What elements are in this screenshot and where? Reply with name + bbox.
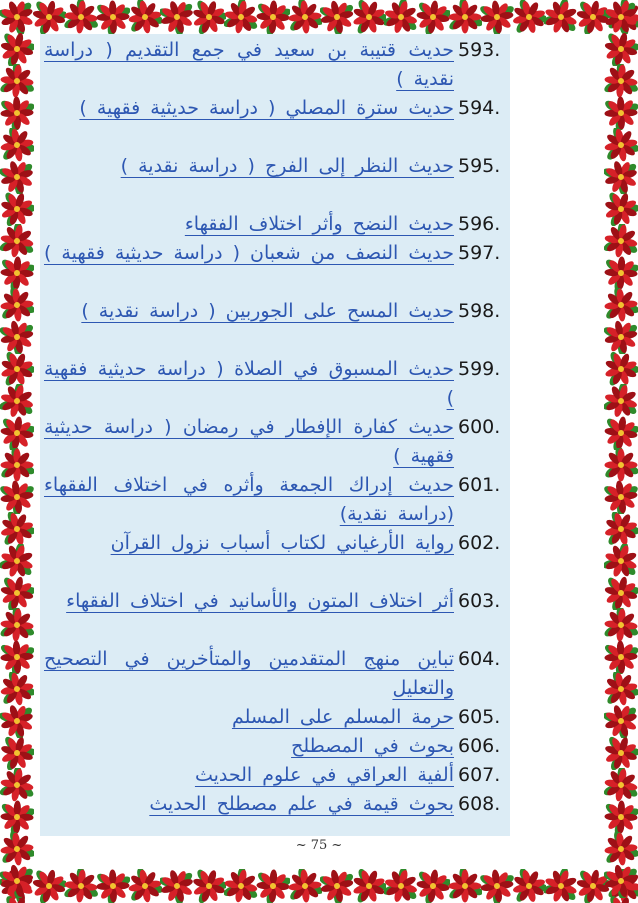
list-item[interactable] xyxy=(44,587,514,645)
item-number: 598. xyxy=(458,300,501,322)
poinsettia-icon xyxy=(0,128,34,162)
border-flower xyxy=(96,869,130,903)
border-flower xyxy=(604,416,638,450)
poinsettia-icon xyxy=(604,224,638,258)
border-flower xyxy=(256,869,290,903)
border-flower xyxy=(384,0,418,34)
border-flower xyxy=(192,869,226,903)
item-number: 605. xyxy=(458,706,501,728)
border-flower xyxy=(0,448,34,482)
border-flower xyxy=(0,128,34,162)
poinsettia-icon xyxy=(384,869,418,903)
border-flower xyxy=(604,128,638,162)
poinsettia-icon xyxy=(128,869,162,903)
border-flower xyxy=(544,0,578,34)
poinsettia-icon xyxy=(0,0,34,34)
list-item[interactable] xyxy=(44,152,514,210)
poinsettia-icon xyxy=(0,736,34,770)
border-flower xyxy=(352,0,386,34)
poinsettia-icon xyxy=(544,869,578,903)
border-flower xyxy=(64,869,98,903)
border-flower xyxy=(604,352,638,386)
poinsettia-icon xyxy=(192,0,226,34)
border-flower xyxy=(320,0,354,34)
poinsettia-icon xyxy=(604,544,638,578)
poinsettia-icon xyxy=(0,32,34,66)
poinsettia-icon xyxy=(0,480,34,514)
list-item[interactable] xyxy=(44,529,514,587)
poinsettia-icon xyxy=(96,869,130,903)
list-item[interactable] xyxy=(44,355,514,413)
border-flower xyxy=(604,896,638,903)
poinsettia-icon xyxy=(604,352,638,386)
border-flower xyxy=(604,800,638,834)
item-number: 599. xyxy=(458,358,501,380)
border-flower xyxy=(0,704,34,738)
border-flower xyxy=(604,192,638,226)
poinsettia-icon xyxy=(416,869,450,903)
border-flower xyxy=(604,224,638,258)
poinsettia-icon xyxy=(352,0,386,34)
item-number: 596. xyxy=(458,213,501,235)
border-flower xyxy=(288,0,322,34)
poinsettia-icon xyxy=(604,736,638,770)
list-item[interactable] xyxy=(44,36,514,94)
page-number: ~ 75 ~ xyxy=(295,838,343,853)
poinsettia-icon xyxy=(604,448,638,482)
border-flower xyxy=(224,0,258,34)
border-flower xyxy=(604,544,638,578)
border-flower xyxy=(604,32,638,66)
list-item[interactable] xyxy=(44,297,514,355)
border-top xyxy=(0,0,638,34)
poinsettia-icon xyxy=(604,64,638,98)
poinsettia-icon xyxy=(64,869,98,903)
poinsettia-icon xyxy=(160,0,194,34)
poinsettia-icon xyxy=(0,160,34,194)
border-flower xyxy=(448,869,482,903)
poinsettia-icon xyxy=(32,869,66,903)
poinsettia-icon xyxy=(320,0,354,34)
poinsettia-icon xyxy=(604,32,638,66)
border-flower xyxy=(0,352,34,386)
poinsettia-icon xyxy=(604,512,638,546)
poinsettia-icon xyxy=(0,96,34,130)
poinsettia-icon xyxy=(604,480,638,514)
poinsettia-icon xyxy=(0,320,34,354)
poinsettia-icon xyxy=(0,576,34,610)
poinsettia-icon xyxy=(448,869,482,903)
border-flower xyxy=(160,0,194,34)
poinsettia-icon xyxy=(604,576,638,610)
item-number: 607. xyxy=(458,764,501,786)
border-flower xyxy=(604,288,638,322)
poinsettia-icon xyxy=(604,128,638,162)
border-flower xyxy=(320,869,354,903)
poinsettia-icon xyxy=(604,384,638,418)
poinsettia-icon xyxy=(0,896,34,903)
poinsettia-icon xyxy=(0,864,34,898)
border-flower xyxy=(0,800,34,834)
poinsettia-icon xyxy=(0,448,34,482)
poinsettia-icon xyxy=(604,704,638,738)
border-flower xyxy=(288,869,322,903)
border-flower xyxy=(0,416,34,450)
poinsettia-icon xyxy=(0,608,34,642)
border-flower xyxy=(604,768,638,802)
item-title-link[interactable]: حديث إدراك الجمعة وأثره في اختلاف الفقهاء (دراسة نقدية) xyxy=(44,474,454,525)
border-flower xyxy=(0,608,34,642)
border-flower xyxy=(0,288,34,322)
border-flower xyxy=(0,672,34,706)
item-number: 608. xyxy=(458,793,501,815)
poinsettia-icon xyxy=(64,0,98,34)
poinsettia-icon xyxy=(604,416,638,450)
border-flower xyxy=(480,0,514,34)
poinsettia-icon xyxy=(604,672,638,706)
border-flower xyxy=(0,192,34,226)
poinsettia-icon xyxy=(224,869,258,903)
border-flower xyxy=(32,0,66,34)
border-left xyxy=(0,0,34,903)
border-flower xyxy=(0,896,34,903)
item-title-link[interactable]: ألفية العراقي في علوم الحديث xyxy=(194,764,454,786)
border-flower xyxy=(160,869,194,903)
border-flower xyxy=(604,864,638,898)
poinsettia-icon xyxy=(0,64,34,98)
border-flower xyxy=(604,672,638,706)
border-flower xyxy=(0,32,34,66)
item-title-link[interactable]: حديث كفارة الإفطار في رمضان ( دراسة حديثية فقهية ) xyxy=(44,416,454,467)
book-list xyxy=(44,36,514,819)
border-flower xyxy=(448,0,482,34)
poinsettia-icon xyxy=(0,352,34,386)
poinsettia-icon xyxy=(0,512,34,546)
poinsettia-icon xyxy=(352,869,386,903)
list-item[interactable] xyxy=(44,413,514,471)
poinsettia-icon xyxy=(384,0,418,34)
poinsettia-icon xyxy=(0,192,34,226)
border-flower xyxy=(604,384,638,418)
border-flower xyxy=(480,869,514,903)
item-number: 601. xyxy=(458,474,501,496)
item-title-link[interactable]: رواية الأرغياني لكتاب أسباب نزول القرآن xyxy=(110,532,454,554)
border-flower xyxy=(604,256,638,290)
border-flower xyxy=(0,64,34,98)
poinsettia-icon xyxy=(604,896,638,903)
item-number: 593. xyxy=(458,39,501,61)
poinsettia-icon xyxy=(320,869,354,903)
poinsettia-icon xyxy=(604,288,638,322)
poinsettia-icon xyxy=(0,640,34,674)
poinsettia-icon xyxy=(480,0,514,34)
poinsettia-icon xyxy=(256,0,290,34)
item-number: 606. xyxy=(458,735,501,757)
poinsettia-icon xyxy=(604,96,638,130)
border-flower xyxy=(416,869,450,903)
poinsettia-icon xyxy=(0,704,34,738)
list-item[interactable] xyxy=(44,703,514,732)
item-title-link[interactable]: بحوث في المصطلح xyxy=(291,735,454,757)
border-flower xyxy=(604,576,638,610)
poinsettia-icon xyxy=(0,768,34,802)
poinsettia-icon xyxy=(224,0,258,34)
border-bottom xyxy=(0,869,638,903)
list-item[interactable] xyxy=(44,471,514,529)
border-flower xyxy=(128,869,162,903)
list-item[interactable] xyxy=(44,645,514,703)
border-right xyxy=(604,0,638,903)
item-number: 602. xyxy=(458,532,501,554)
item-title-link[interactable]: أثر اختلاف المتون والأسانيد في اختلاف الفقهاء xyxy=(66,590,454,612)
border-flower xyxy=(0,544,34,578)
border-flower xyxy=(604,512,638,546)
poinsettia-icon xyxy=(416,0,450,34)
border-flower xyxy=(128,0,162,34)
border-flower xyxy=(64,0,98,34)
border-flower xyxy=(0,512,34,546)
border-flower xyxy=(0,160,34,194)
poinsettia-icon xyxy=(604,256,638,290)
poinsettia-icon xyxy=(0,384,34,418)
poinsettia-icon xyxy=(0,544,34,578)
item-number: 597. xyxy=(458,242,501,264)
poinsettia-icon xyxy=(448,0,482,34)
border-flower xyxy=(384,869,418,903)
item-title-link[interactable]: تباين منهج المتقدمين والمتأخرين في التصحيح والتعليل xyxy=(44,648,454,699)
border-flower xyxy=(0,224,34,258)
border-flower xyxy=(604,704,638,738)
poinsettia-icon xyxy=(604,0,638,34)
poinsettia-icon xyxy=(0,672,34,706)
poinsettia-icon xyxy=(604,608,638,642)
poinsettia-icon xyxy=(256,869,290,903)
border-flower xyxy=(0,640,34,674)
poinsettia-icon xyxy=(288,869,322,903)
poinsettia-icon xyxy=(0,224,34,258)
poinsettia-icon xyxy=(512,0,546,34)
poinsettia-icon xyxy=(0,416,34,450)
border-flower xyxy=(0,256,34,290)
poinsettia-icon xyxy=(0,800,34,834)
border-flower xyxy=(0,768,34,802)
item-title-link[interactable]: حرمة المسلم على المسلم xyxy=(231,706,454,728)
item-title-link[interactable]: بحوث قيمة في علم مصطلح الحديث xyxy=(149,793,454,815)
border-flower xyxy=(604,640,638,674)
list-item[interactable] xyxy=(44,790,514,819)
item-title-link[interactable]: حديث النظر إلى الفرج ( دراسة نقدية ) xyxy=(120,155,454,177)
poinsettia-icon xyxy=(0,288,34,322)
poinsettia-icon xyxy=(512,869,546,903)
border-flower xyxy=(604,160,638,194)
border-flower xyxy=(416,0,450,34)
poinsettia-icon xyxy=(0,256,34,290)
item-number: 603. xyxy=(458,590,501,612)
poinsettia-icon xyxy=(604,640,638,674)
border-flower xyxy=(352,869,386,903)
item-title-link[interactable]: حديث النصف من شعبان ( دراسة حديثية فقهية ) xyxy=(43,242,454,264)
item-title-link[interactable]: حديث النضح وأثر اختلاف الفقهاء xyxy=(184,213,454,235)
list-item[interactable] xyxy=(44,94,514,152)
border-flower xyxy=(0,0,34,34)
border-flower xyxy=(192,0,226,34)
border-flower xyxy=(0,864,34,898)
poinsettia-icon xyxy=(480,869,514,903)
poinsettia-icon xyxy=(128,0,162,34)
border-flower xyxy=(604,64,638,98)
border-flower xyxy=(544,869,578,903)
list-item[interactable] xyxy=(44,761,514,790)
item-title-link[interactable]: حديث المسبوق في الصلاة ( دراسة حديثية فقهية ) xyxy=(44,358,454,409)
border-flower xyxy=(512,869,546,903)
item-title-link[interactable]: حديث المسح على الجوربين ( دراسة نقدية ) xyxy=(81,300,454,322)
poinsettia-icon xyxy=(604,320,638,354)
item-number: 600. xyxy=(458,416,501,438)
border-flower xyxy=(96,0,130,34)
border-flower xyxy=(604,448,638,482)
poinsettia-icon xyxy=(192,869,226,903)
border-flower xyxy=(0,96,34,130)
item-title-link[interactable]: حديث سترة المصلي ( دراسة حديثية فقهية ) xyxy=(79,97,454,119)
border-flower xyxy=(604,0,638,34)
border-flower xyxy=(256,0,290,34)
border-flower xyxy=(0,384,34,418)
item-number: 595. xyxy=(458,155,501,177)
border-flower xyxy=(512,0,546,34)
item-number: 594. xyxy=(458,97,501,119)
poinsettia-icon xyxy=(604,160,638,194)
border-flower xyxy=(224,869,258,903)
poinsettia-icon xyxy=(160,869,194,903)
item-number: 604. xyxy=(458,648,501,670)
border-flower xyxy=(604,736,638,770)
list-item[interactable] xyxy=(44,732,514,761)
border-flower xyxy=(604,480,638,514)
list-item[interactable] xyxy=(44,239,514,297)
poinsettia-icon xyxy=(544,0,578,34)
item-title-link[interactable]: حديث قتيبة بن سعيد في جمع التقديم ( دراسة نقدية ) xyxy=(44,39,454,90)
border-flower xyxy=(32,869,66,903)
border-flower xyxy=(604,320,638,354)
list-item[interactable] xyxy=(44,210,514,239)
border-flower xyxy=(604,608,638,642)
poinsettia-icon xyxy=(604,800,638,834)
poinsettia-icon xyxy=(604,768,638,802)
border-flower xyxy=(0,320,34,354)
poinsettia-icon xyxy=(604,192,638,226)
poinsettia-icon xyxy=(604,864,638,898)
poinsettia-icon xyxy=(32,0,66,34)
poinsettia-icon xyxy=(288,0,322,34)
border-flower xyxy=(0,736,34,770)
border-flower xyxy=(0,480,34,514)
border-flower xyxy=(0,576,34,610)
border-flower xyxy=(604,96,638,130)
poinsettia-icon xyxy=(96,0,130,34)
